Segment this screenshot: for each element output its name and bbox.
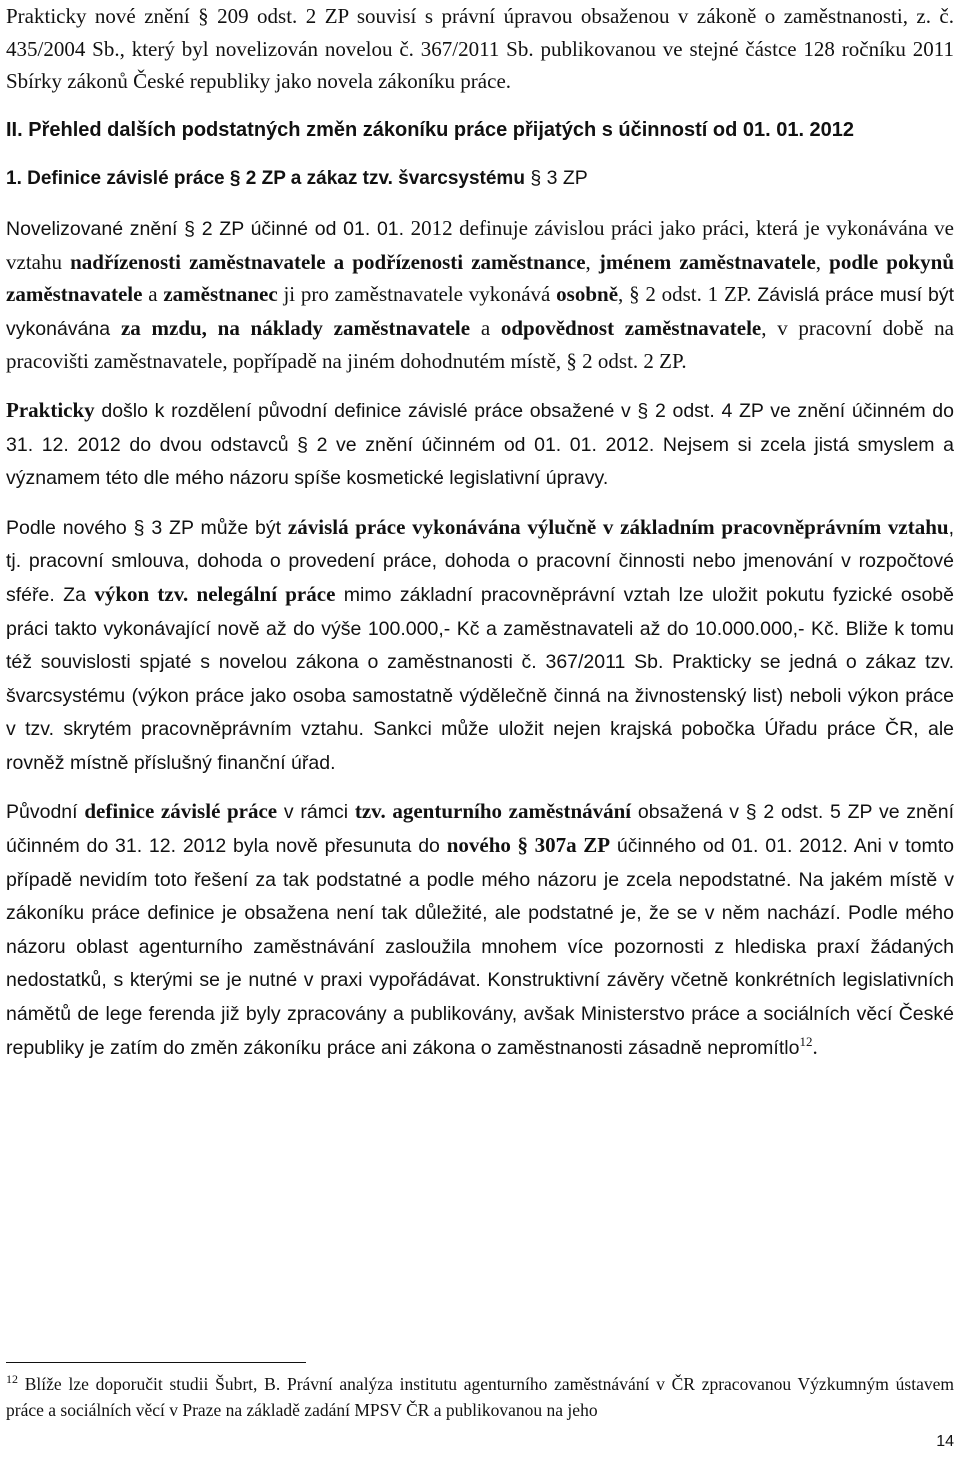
footnote-divider xyxy=(6,1362,306,1363)
document-page xyxy=(6,0,954,1064)
p4-bold: definice závislé práce xyxy=(84,799,278,824)
p3-bold: výkon tzv. nelegální práce xyxy=(94,581,336,606)
p4-bold: tzv. agenturního zaměstnávání xyxy=(354,799,632,824)
p1-bold: jménem zaměstnavatele xyxy=(598,249,816,274)
footnote-ref[interactable]: 12 xyxy=(799,1033,813,1049)
p1-text: a xyxy=(142,282,164,307)
p3-bold: závislá práce vykonávána výlučně v základním pracovněprávním vztahu xyxy=(287,514,949,539)
subsection-heading-1 xyxy=(6,162,954,196)
p4-end: . xyxy=(812,1034,818,1059)
p3-text: , tj. pracovní smlouva, dohoda o provedení práce, dohoda o pracovní činnosti nebo jmenování v rozpočtové sféře. Za xyxy=(6,516,954,606)
paragraph-agency xyxy=(6,795,954,1064)
p1-text: 2012 definuje závislou práci jako práci, která je vykonávána ve vztahu xyxy=(6,215,954,274)
p4-text: účinného od 01. 01. 2012. Ani v tomto případě nevidím toto řešení za tak podstatné a podle mého názoru je zcela nepodstatné. Na jakém místě v zákoníku práce definice je obsažena není tak důležité, ale podstatné je, že se v něm nachází. Podle mého názoru oblast agenturního zaměstnávání zasloužila mnohem více pozornosti z hlediska praxí žádaných nedostatků, s kterými se je nutné v praxi vypořádávat. Konstruktivní závěry včetně konkrétních legislativních námětů de lege ferenda již byly zpracovány a publikovány, avšak Ministerstvo práce a sociálních věcí České republiky je zatím do změn zákoníku práce ani zákona o zaměstnanosti zásadně nepromítlo xyxy=(6,835,955,1059)
section-heading-ii: II. Přehled dalších podstatných změn zákoníku práce přijatých s účinností od 01. 01. 2012 xyxy=(6,118,855,141)
p2-text: došlo k rozdělení původní definice závislé práce obsažené v § 2 odst. 4 ZP ve znění účinném do 31. 12. 2012 do dvou odstavců § 2 ve znění účinném od 01. 01. 2012. xyxy=(6,399,954,456)
p2-bold: Prakticky xyxy=(6,397,95,422)
footnote-text: Blíže lze doporučit studii Šubrt, B. Právní analýza institutu agenturního zaměstnávání v ČR zpracovanou Výzkumným ústavem práce a sociálních věcí v Praze na základě zadání MPSV ČR a publikovanou na jeho xyxy=(6,1374,954,1420)
p4-text: v rámci xyxy=(277,801,355,824)
p3-text: mimo základní pracovněprávní vztah lze uložit pokutu fyzické osobě práci takto vykonávající nově až do výše 100.000,- Kč a zaměstnavateli až do 10.000.000,- Kč. Bliže k tomu též souvislosti spjaté s novelou zákona o zaměstnanosti č. 367/2011 Sb. Prakticky se jedná o zákaz tzv. švarcsystému (výkon práce jako osoba samostatně výdělečně činná na živnostenský list) neboli výkon práce v tzv. skrytém pracovněprávním vztahu. Sankci může uložit nejen krajská pobočka Úřadu práce ČR, ale rovněž místně příslušný finanční úřad. xyxy=(6,583,954,774)
p1-bold: nadřízenosti zaměstnavatele a podřízenosti zaměstnance xyxy=(70,249,586,274)
page-number: 14 xyxy=(936,1433,954,1450)
intro-paragraph: Prakticky nové znění § 209 odst. 2 ZP souvisí s právní úpravou obsaženou v zákoně o zaměstnanosti, z. č. 435/2004 Sb., který byl novelizován novelou č. 367/2011 Sb. publikovanou ve stejné částce 128 ročníku 2011 Sbírky zákonů České republiky jako novela zákoníku práce. xyxy=(6,4,954,94)
heading-1-ref: § 3 ZP xyxy=(524,167,588,190)
p1-text: Závislá práce musí být vykonávána xyxy=(6,284,955,340)
p3-text: Podle nového § 3 ZP může být xyxy=(6,516,288,539)
p1-bold: odpovědnost zaměstnavatele xyxy=(500,315,762,340)
p1-bold: za mzdu, na náklady zaměstnavatele xyxy=(120,315,471,340)
paragraph-definition xyxy=(6,212,954,378)
p1-text: , § 2 odst. 1 ZP. xyxy=(618,282,752,307)
p1-lead: Novelizované znění § 2 ZP účinné od 01. 01. xyxy=(6,217,405,240)
p4-bold: nového § 307a ZP xyxy=(446,833,611,858)
p1-bold: zaměstnanec xyxy=(163,282,278,307)
p2-text: Nejsem si zcela jistá smyslem a významem této dle mého názoru spíše kosmetické legislativní úpravy. xyxy=(6,433,954,490)
heading-1-title: 1. Definice závislé práce § 2 ZP a zákaz tzv. švarcsystému xyxy=(6,168,525,190)
p4-text: obsažená v § 2 odst. 5 ZP ve znění účinném do 31. 12. 2012 byla nově přesunuta do xyxy=(6,801,955,858)
footnote-number: 12 xyxy=(6,1372,18,1387)
p1-text: a xyxy=(470,315,501,340)
p1-bold: podle pokynů zaměstnavatele xyxy=(6,249,955,307)
p1-text: ji pro zaměstnavatele vykonává xyxy=(277,282,557,307)
p1-text: , v pracovní době na pracovišti zaměstnavatele, popřípadě na jiném dohodnutém místě, § 2 odst. 2 ZP. xyxy=(6,315,954,374)
p1-text: , xyxy=(585,249,599,274)
footnote xyxy=(6,1372,954,1423)
p1-bold: osobně xyxy=(556,282,619,307)
p4-text: Původní xyxy=(6,801,85,824)
paragraph-section-3 xyxy=(6,511,954,780)
paragraph-split xyxy=(6,394,954,495)
p1-text: , xyxy=(815,249,830,274)
